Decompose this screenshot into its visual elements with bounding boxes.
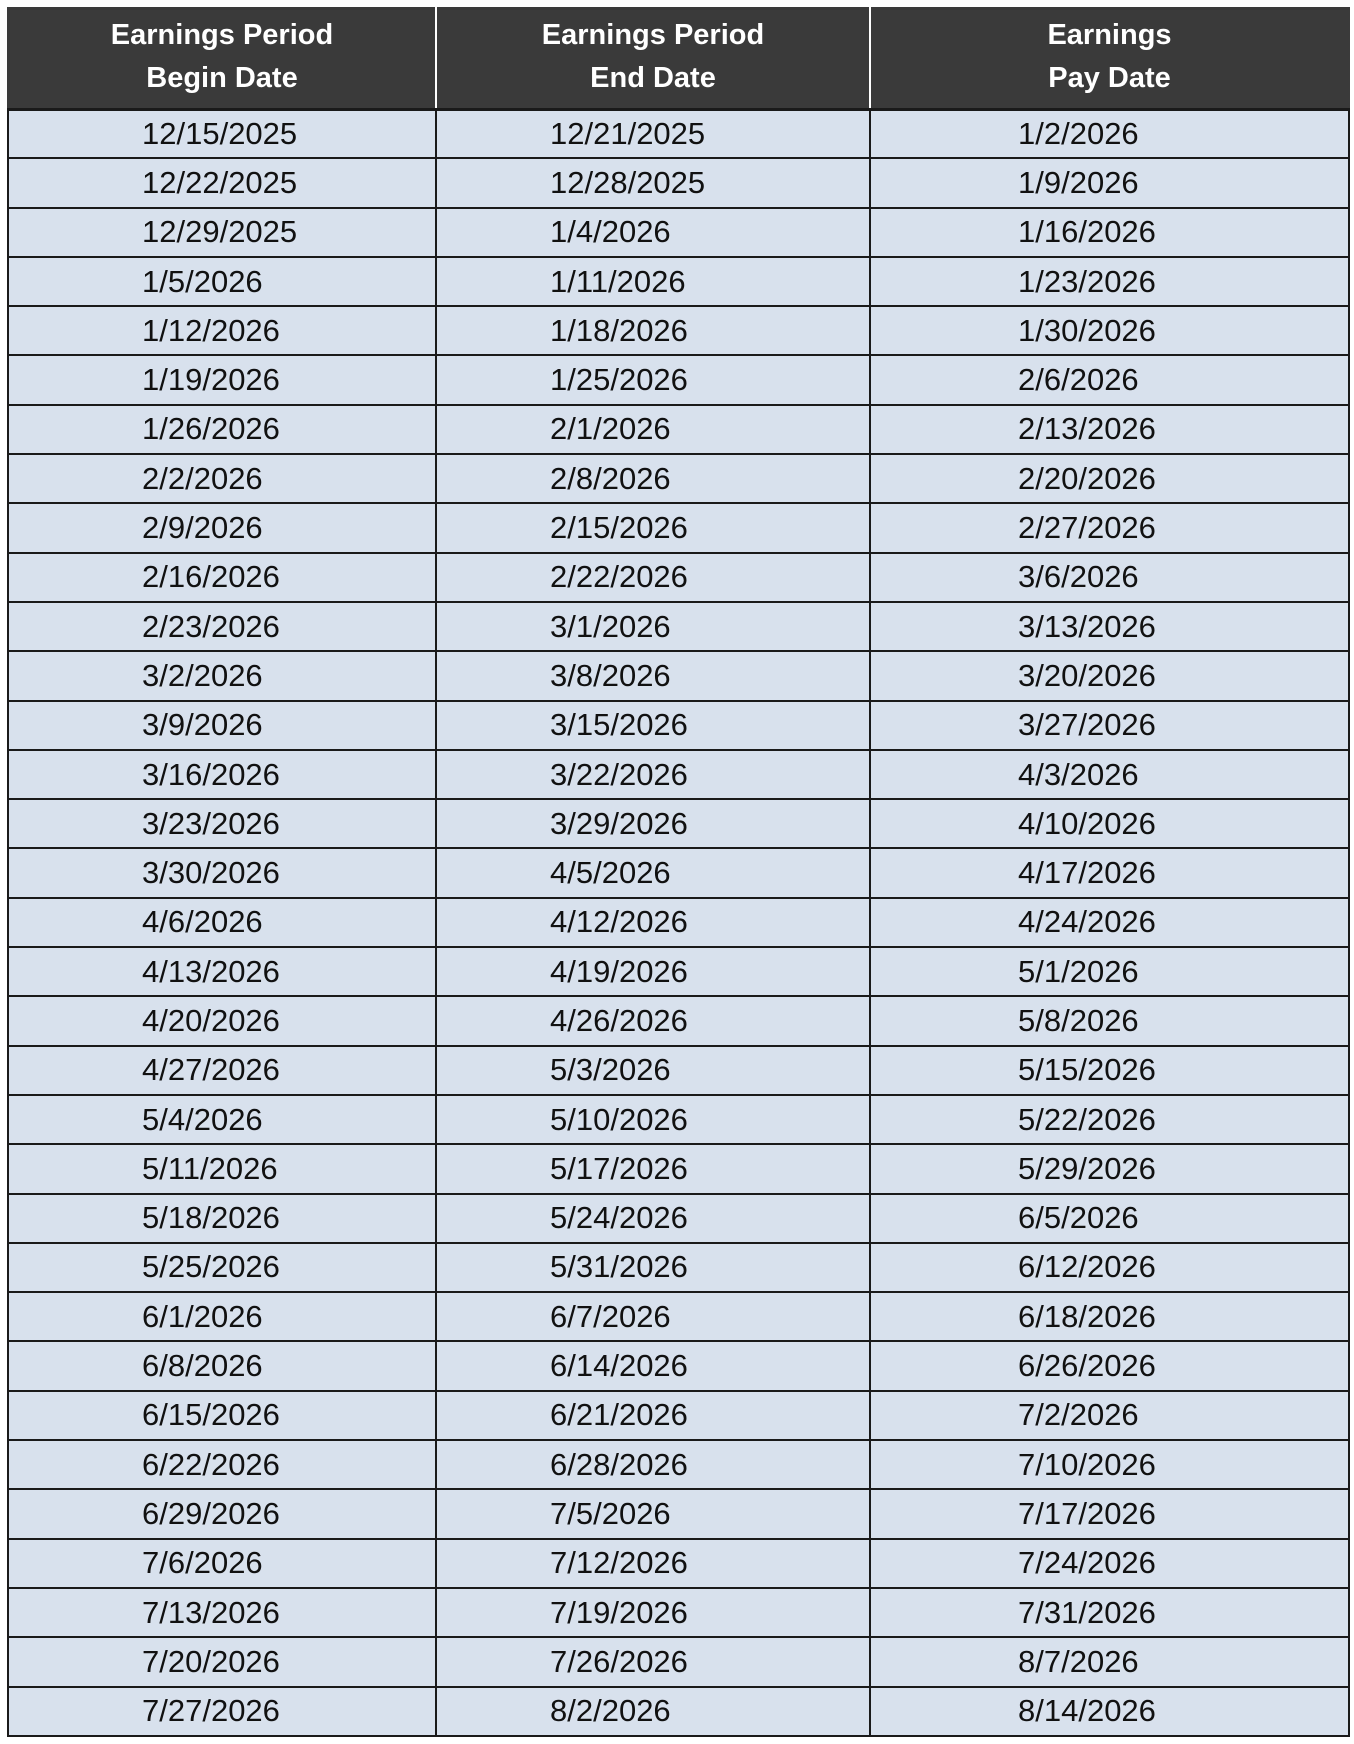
- table-row: [8, 898, 1349, 947]
- begin-date-cell: 5/25/2026: [8, 1243, 436, 1292]
- begin-date-cell: 5/11/2026: [8, 1144, 436, 1193]
- end-date-cell: 6/7/2026: [436, 1292, 870, 1341]
- pay-date-cell: 8/14/2026: [870, 1687, 1349, 1736]
- pay-date-cell: 8/7/2026: [870, 1637, 1349, 1686]
- begin-date-cell: 3/16/2026: [8, 750, 436, 799]
- table-row: [8, 1637, 1349, 1686]
- begin-date-cell: 12/22/2025: [8, 158, 436, 207]
- end-date-cell: 3/22/2026: [436, 750, 870, 799]
- column-header-line: End Date: [590, 62, 716, 95]
- end-date-cell: 1/4/2026: [436, 208, 870, 257]
- table-row: [8, 1046, 1349, 1095]
- end-date-cell: 6/28/2026: [436, 1440, 870, 1489]
- end-date-cell: 5/31/2026: [436, 1243, 870, 1292]
- table-row: [8, 1391, 1349, 1440]
- pay-date-cell: 5/15/2026: [870, 1046, 1349, 1095]
- end-date-cell: 3/15/2026: [436, 701, 870, 750]
- end-date-cell: 7/5/2026: [436, 1489, 870, 1538]
- pay-date-cell: 3/27/2026: [870, 701, 1349, 750]
- table-row: [8, 405, 1349, 454]
- table-header: [8, 7, 1349, 109]
- column-header-line: Begin Date: [146, 62, 298, 95]
- column-header-line: Pay Date: [1048, 62, 1171, 95]
- pay-date-cell: 4/24/2026: [870, 898, 1349, 947]
- pay-date-cell: 6/12/2026: [870, 1243, 1349, 1292]
- pay-date-cell: 3/20/2026: [870, 651, 1349, 700]
- table-row: [8, 996, 1349, 1045]
- end-date-cell: 7/26/2026: [436, 1637, 870, 1686]
- begin-date-cell: 5/4/2026: [8, 1095, 436, 1144]
- header-row: [8, 7, 1349, 109]
- pay-date-cell: 1/16/2026: [870, 208, 1349, 257]
- table-row: [8, 1489, 1349, 1538]
- end-date-cell: 7/12/2026: [436, 1539, 870, 1588]
- pay-date-cell: 5/29/2026: [870, 1144, 1349, 1193]
- begin-date-cell: 1/19/2026: [8, 355, 436, 404]
- end-date-cell: 6/14/2026: [436, 1341, 870, 1390]
- pay-date-cell: 6/26/2026: [870, 1341, 1349, 1390]
- begin-date-cell: 1/12/2026: [8, 306, 436, 355]
- end-date-cell: 4/12/2026: [436, 898, 870, 947]
- begin-date-cell: 2/16/2026: [8, 553, 436, 602]
- begin-date-cell: 6/1/2026: [8, 1292, 436, 1341]
- table-row: [8, 1341, 1349, 1390]
- begin-date-cell: 2/2/2026: [8, 454, 436, 503]
- end-date-cell: 1/18/2026: [436, 306, 870, 355]
- end-date-cell: 2/15/2026: [436, 503, 870, 552]
- table-row: [8, 1144, 1349, 1193]
- table-row: [8, 257, 1349, 306]
- end-date-cell: 3/29/2026: [436, 799, 870, 848]
- pay-date-cell: 2/27/2026: [870, 503, 1349, 552]
- pay-date-cell: 1/30/2026: [870, 306, 1349, 355]
- column-header-begin-date: [8, 7, 436, 109]
- begin-date-cell: 6/8/2026: [8, 1341, 436, 1390]
- table-row: [8, 208, 1349, 257]
- end-date-cell: 2/1/2026: [436, 405, 870, 454]
- table-body: [8, 109, 1349, 1736]
- table-row: [8, 1687, 1349, 1736]
- begin-date-cell: 7/20/2026: [8, 1637, 436, 1686]
- begin-date-cell: 2/9/2026: [8, 503, 436, 552]
- table-row: [8, 799, 1349, 848]
- begin-date-cell: 1/26/2026: [8, 405, 436, 454]
- pay-date-cell: 3/6/2026: [870, 553, 1349, 602]
- column-header-line: Earnings Period: [541, 19, 765, 52]
- begin-date-cell: 3/9/2026: [8, 701, 436, 750]
- table-row: [8, 1194, 1349, 1243]
- pay-date-cell: 7/24/2026: [870, 1539, 1349, 1588]
- begin-date-cell: 3/30/2026: [8, 848, 436, 897]
- end-date-cell: 3/1/2026: [436, 602, 870, 651]
- begin-date-cell: 6/22/2026: [8, 1440, 436, 1489]
- begin-date-cell: 1/5/2026: [8, 257, 436, 306]
- end-date-cell: 4/19/2026: [436, 947, 870, 996]
- begin-date-cell: 4/6/2026: [8, 898, 436, 947]
- pay-schedule-table: [7, 7, 1350, 1737]
- end-date-cell: 2/22/2026: [436, 553, 870, 602]
- end-date-cell: 12/21/2025: [436, 109, 870, 158]
- pay-date-cell: 2/13/2026: [870, 405, 1349, 454]
- table-row: [8, 1292, 1349, 1341]
- begin-date-cell: 4/13/2026: [8, 947, 436, 996]
- table-row: [8, 1243, 1349, 1292]
- pay-date-cell: 2/20/2026: [870, 454, 1349, 503]
- end-date-cell: 1/11/2026: [436, 257, 870, 306]
- begin-date-cell: 6/15/2026: [8, 1391, 436, 1440]
- end-date-cell: 4/26/2026: [436, 996, 870, 1045]
- begin-date-cell: 2/23/2026: [8, 602, 436, 651]
- pay-date-cell: 7/17/2026: [870, 1489, 1349, 1538]
- end-date-cell: 5/3/2026: [436, 1046, 870, 1095]
- pay-date-cell: 1/23/2026: [870, 257, 1349, 306]
- pay-date-cell: 5/1/2026: [870, 947, 1349, 996]
- pay-date-cell: 7/2/2026: [870, 1391, 1349, 1440]
- table-row: [8, 1095, 1349, 1144]
- pay-date-cell: 1/9/2026: [870, 158, 1349, 207]
- begin-date-cell: 7/27/2026: [8, 1687, 436, 1736]
- pay-date-cell: 1/2/2026: [870, 109, 1349, 158]
- pay-date-cell: 5/22/2026: [870, 1095, 1349, 1144]
- table-row: [8, 454, 1349, 503]
- end-date-cell: 6/21/2026: [436, 1391, 870, 1440]
- pay-date-cell: 7/31/2026: [870, 1588, 1349, 1637]
- begin-date-cell: 12/15/2025: [8, 109, 436, 158]
- end-date-cell: 5/24/2026: [436, 1194, 870, 1243]
- table-row: [8, 1539, 1349, 1588]
- begin-date-cell: 12/29/2025: [8, 208, 436, 257]
- table-row: [8, 848, 1349, 897]
- table-row: [8, 306, 1349, 355]
- end-date-cell: 8/2/2026: [436, 1687, 870, 1736]
- column-header-end-date: [436, 7, 870, 109]
- end-date-cell: 7/19/2026: [436, 1588, 870, 1637]
- pay-date-cell: 3/13/2026: [870, 602, 1349, 651]
- pay-date-cell: 2/6/2026: [870, 355, 1349, 404]
- column-header-line: Earnings Period: [110, 19, 334, 52]
- end-date-cell: 3/8/2026: [436, 651, 870, 700]
- pay-date-cell: 7/10/2026: [870, 1440, 1349, 1489]
- end-date-cell: 1/25/2026: [436, 355, 870, 404]
- table-row: [8, 701, 1349, 750]
- end-date-cell: 5/17/2026: [436, 1144, 870, 1193]
- begin-date-cell: 7/13/2026: [8, 1588, 436, 1637]
- table-row: [8, 750, 1349, 799]
- begin-date-cell: 7/6/2026: [8, 1539, 436, 1588]
- table-row: [8, 1440, 1349, 1489]
- end-date-cell: 4/5/2026: [436, 848, 870, 897]
- end-date-cell: 12/28/2025: [436, 158, 870, 207]
- pay-date-cell: 6/5/2026: [870, 1194, 1349, 1243]
- begin-date-cell: 5/18/2026: [8, 1194, 436, 1243]
- begin-date-cell: 3/2/2026: [8, 651, 436, 700]
- table-row: [8, 553, 1349, 602]
- table-row: [8, 651, 1349, 700]
- table-row: [8, 602, 1349, 651]
- table-row: [8, 355, 1349, 404]
- pay-date-cell: 4/3/2026: [870, 750, 1349, 799]
- pay-date-cell: 6/18/2026: [870, 1292, 1349, 1341]
- end-date-cell: 5/10/2026: [436, 1095, 870, 1144]
- pay-date-cell: 5/8/2026: [870, 996, 1349, 1045]
- begin-date-cell: 4/20/2026: [8, 996, 436, 1045]
- table-row: [8, 947, 1349, 996]
- end-date-cell: 2/8/2026: [436, 454, 870, 503]
- begin-date-cell: 6/29/2026: [8, 1489, 436, 1538]
- table-row: [8, 503, 1349, 552]
- table-row: [8, 1588, 1349, 1637]
- pay-date-cell: 4/17/2026: [870, 848, 1349, 897]
- table-row: [8, 109, 1349, 158]
- column-header-line: Earnings: [1047, 19, 1172, 52]
- begin-date-cell: 3/23/2026: [8, 799, 436, 848]
- column-header-pay-date: [870, 7, 1349, 109]
- begin-date-cell: 4/27/2026: [8, 1046, 436, 1095]
- table-row: [8, 158, 1349, 207]
- pay-date-cell: 4/10/2026: [870, 799, 1349, 848]
